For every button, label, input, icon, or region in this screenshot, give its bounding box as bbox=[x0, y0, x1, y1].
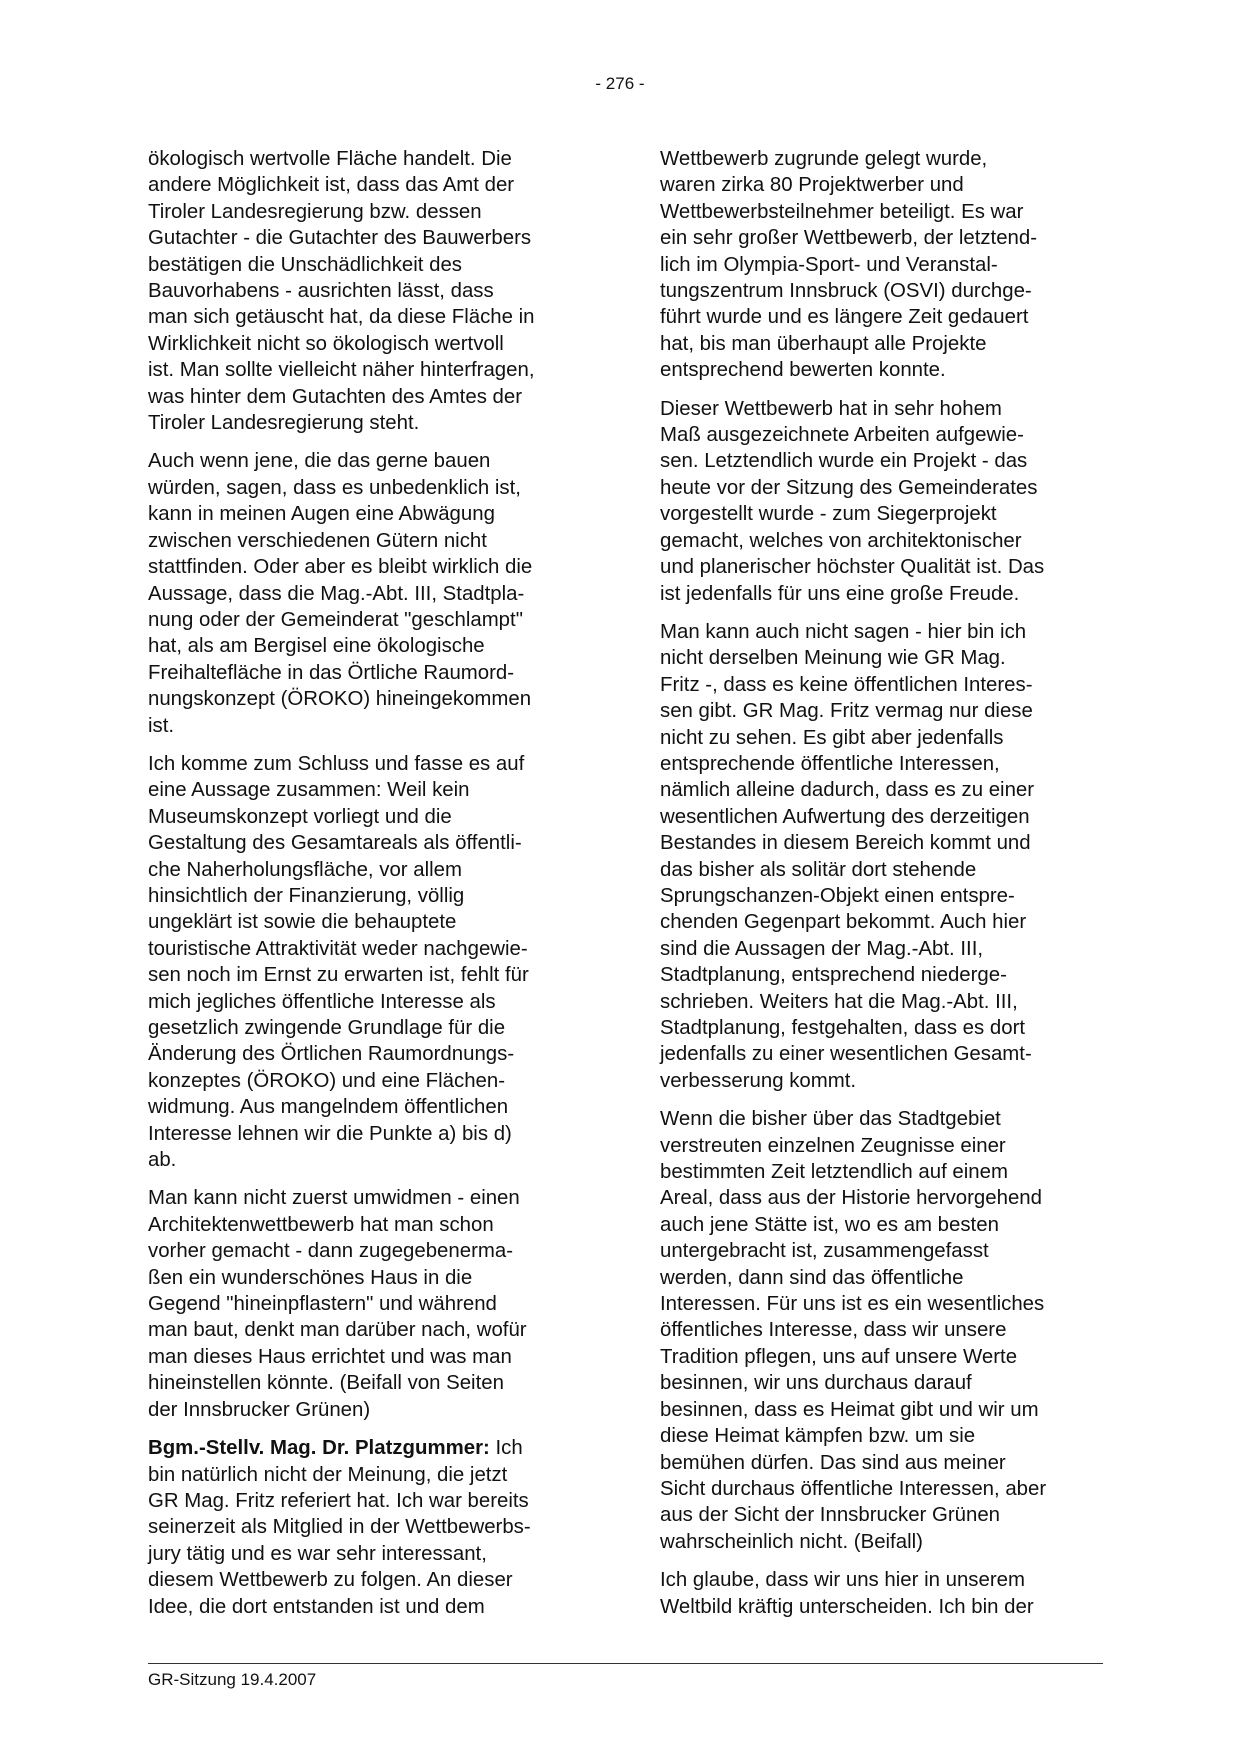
text-line: sind die Aussagen der Mag.-Abt. III, bbox=[660, 937, 984, 960]
text-line: Wirklichkeit nicht so ökologisch wertvoll bbox=[148, 332, 504, 355]
text-line: bestimmten Zeit letztendlich auf einem bbox=[660, 1161, 1008, 1184]
text-line: Areal, dass aus der Historie hervorgehend bbox=[660, 1187, 1042, 1210]
text-line: waren zirka 80 Projektwerber und bbox=[660, 174, 964, 197]
text-line: Man kann auch nicht sagen - hier bin ich bbox=[660, 620, 1027, 643]
text-line: Gutachter - die Gutachter des Bauwerbers bbox=[148, 227, 532, 250]
text-line: zwischen verschiedenen Gütern nicht bbox=[148, 529, 487, 552]
text-line: Weltbild kräftig unterscheiden. Ich bin der bbox=[660, 1595, 1034, 1618]
text-line: Man kann nicht zuerst umwidmen - einen bbox=[148, 1187, 520, 1210]
text-line: Wettbewerbsteilnehmer beteiligt. Es war bbox=[660, 200, 1024, 223]
text-line: Bauvorhabens - ausrichten lässt, dass bbox=[148, 280, 494, 303]
paragraph bbox=[660, 146, 1100, 384]
text-line: man baut, denkt man darüber nach, wofür bbox=[148, 1319, 527, 1342]
text-line: Interessen. Für uns ist es ein wesentliches bbox=[660, 1293, 1045, 1316]
text-line: hat, als am Bergisel eine ökologische bbox=[148, 635, 485, 658]
paragraph bbox=[148, 1435, 588, 1620]
text-line: heute vor der Sitzung des Gemeinderates bbox=[660, 476, 1038, 499]
text-line: bin natürlich nicht der Meinung, die jetzt bbox=[148, 1463, 508, 1486]
text-line: Idee, die dort entstanden ist und dem bbox=[148, 1595, 485, 1618]
text-line: ungeklärt ist sowie die behauptete bbox=[148, 911, 457, 934]
text-line: bestätigen die Unschädlichkeit des bbox=[148, 253, 462, 276]
text-line: tungszentrum Innsbruck (OSVI) durchge- bbox=[660, 280, 1032, 303]
text-line: nämlich alleine dadurch, dass es zu einer bbox=[660, 779, 1035, 802]
text-line: der Innsbrucker Grünen) bbox=[148, 1398, 371, 1421]
text-line: gemacht, welches von architektonischer bbox=[660, 529, 1022, 552]
text-line: auch jene Stätte ist, wo es am besten bbox=[660, 1213, 999, 1236]
text-line: jedenfalls zu einer wesentlichen Gesamt- bbox=[660, 1043, 1032, 1066]
text-line: untergebracht ist, zusammengefasst bbox=[660, 1240, 989, 1263]
page-number: - 276 - bbox=[595, 74, 645, 93]
text-line: diese Heimat kämpfen bzw. um sie bbox=[660, 1425, 976, 1448]
text-line: und planerischer höchster Qualität ist. Das bbox=[660, 556, 1045, 579]
text-line: jury tätig und es war sehr interessant, bbox=[148, 1542, 487, 1565]
text-line: vorgestellt wurde - zum Siegerprojekt bbox=[660, 503, 997, 526]
text-line: ökologisch wertvolle Fläche handelt. Die bbox=[148, 148, 512, 170]
text-line: touristische Attraktivität weder nachgewie- bbox=[148, 937, 528, 960]
text-line: Gegend "hineinpflastern" und während bbox=[148, 1293, 497, 1316]
text-line: ein sehr großer Wettbewerb, der letztend- bbox=[660, 227, 1038, 250]
text-line: GR Mag. Fritz referiert hat. Ich war bereits bbox=[148, 1489, 529, 1512]
text-line: Architektenwettbewerb hat man schon bbox=[148, 1213, 494, 1236]
text-line: sen noch im Ernst zu erwarten ist, fehlt für bbox=[148, 964, 529, 987]
text-line: widmung. Aus mangelndem öffentlichen bbox=[148, 1096, 509, 1119]
text-line: Ich glaube, dass wir uns hier in unserem bbox=[660, 1569, 1025, 1592]
text-line: man dieses Haus errichtet und was man bbox=[148, 1345, 512, 1368]
paragraph bbox=[148, 751, 588, 1174]
text-line: das bisher als solitär dort stehende bbox=[660, 858, 977, 881]
text-line: ßen ein wunderschönes Haus in die bbox=[148, 1266, 473, 1289]
text-line: sen gibt. GR Mag. Fritz vermag nur diese bbox=[660, 700, 1033, 723]
text-line: hineinstellen könnte. (Beifall von Seiten bbox=[148, 1372, 504, 1395]
footer-session-date: GR-Sitzung 19.4.2007 bbox=[148, 1670, 317, 1689]
text-line: besinnen, dass es Heimat gibt und wir um bbox=[660, 1398, 1039, 1421]
text-line: eine Aussage zusammen: Weil kein bbox=[148, 779, 470, 802]
text-line: chenden Gegenpart bekommt. Auch hier bbox=[660, 911, 1027, 934]
text-line: Interesse lehnen wir die Punkte a) bis d) bbox=[148, 1122, 512, 1145]
text-line: Stadtplanung, festgehalten, dass es dort bbox=[660, 1017, 1026, 1039]
text-line: Tiroler Landesregierung steht. bbox=[148, 412, 420, 435]
text-line bbox=[148, 1435, 588, 1461]
text-line: Maß ausgezeichnete Arbeiten aufgewie- bbox=[660, 424, 1024, 447]
text-line: nicht derselben Meinung wie GR Mag. bbox=[660, 647, 1006, 670]
text-line: wahrscheinlich nicht. (Beifall) bbox=[660, 1530, 923, 1553]
text-line: ist. Man sollte vielleicht näher hinterfragen, bbox=[148, 359, 535, 382]
text-line: nungskonzept (ÖROKO) hineingekommen bbox=[148, 688, 532, 711]
text-line: vorher gemacht - dann zugegebenerma- bbox=[148, 1240, 513, 1263]
text-line: mich jegliches öffentliche Interesse als bbox=[148, 990, 496, 1013]
text-line: entsprechend bewerten konnte. bbox=[660, 359, 946, 382]
footer-divider bbox=[148, 1663, 1103, 1664]
text-line: kann in meinen Augen eine Abwägung bbox=[148, 503, 495, 526]
text-line: Tiroler Landesregierung bzw. dessen bbox=[148, 200, 482, 223]
text-line: nung oder der Gemeinderat "geschlampt" bbox=[148, 608, 523, 631]
text-line: gesetzlich zwingende Grundlage für die bbox=[148, 1017, 506, 1039]
text-line: Wenn die bisher über das Stadtgebiet bbox=[660, 1108, 1001, 1131]
text-line: Wettbewerb zugrunde gelegt wurde, bbox=[660, 148, 988, 170]
text-line: ab. bbox=[148, 1149, 177, 1172]
text-line: Sprungschanzen-Objekt einen entspre- bbox=[660, 884, 1015, 907]
speaker-line-rest: Ich bbox=[489, 1437, 523, 1460]
text-line: Bestandes in diesem Bereich kommt und bbox=[660, 832, 1031, 855]
text-line: führt wurde und es längere Zeit gedauert bbox=[660, 306, 1029, 329]
text-line: Stadtplanung, entsprechend niederge- bbox=[660, 964, 1007, 987]
text-line: was hinter dem Gutachten des Amtes der bbox=[148, 385, 523, 408]
left-column bbox=[148, 146, 588, 1632]
text-line: sen. Letztendlich wurde ein Projekt - das bbox=[660, 450, 1028, 473]
text-line: schrieben. Weiters hat die Mag.-Abt. III, bbox=[660, 990, 1018, 1013]
text-line: andere Möglichkeit ist, dass das Amt der bbox=[148, 174, 515, 197]
text-line: stattfinden. Oder aber es bleibt wirklich die bbox=[148, 556, 533, 579]
text-line: werden, dann sind das öffentliche bbox=[660, 1266, 964, 1289]
text-line: diesem Wettbewerb zu folgen. An dieser bbox=[148, 1569, 513, 1592]
text-line: Auch wenn jene, die das gerne bauen bbox=[148, 450, 491, 473]
text-line: entsprechende öffentliche Interessen, bbox=[660, 752, 1000, 775]
text-line: Gestaltung des Gesamtareals als öffentli- bbox=[148, 832, 522, 855]
text-line: Ich komme zum Schluss und fasse es auf bbox=[148, 752, 525, 775]
text-line: Tradition pflegen, uns auf unsere Werte bbox=[660, 1345, 1018, 1368]
paragraph bbox=[660, 1567, 1100, 1620]
paragraph bbox=[660, 1106, 1100, 1555]
paragraph bbox=[148, 448, 588, 738]
paragraph bbox=[660, 619, 1100, 1094]
text-line: nicht zu sehen. Es gibt aber jedenfalls bbox=[660, 726, 1004, 749]
speaker-name: Bgm.-Stellv. Mag. Dr. Platzgummer: bbox=[148, 1437, 490, 1460]
text-line: seinerzeit als Mitglied in der Wettbewerbs- bbox=[148, 1516, 531, 1539]
text-line: Museumskonzept vorliegt und die bbox=[148, 805, 452, 828]
text-line: ist jedenfalls für uns eine große Freude. bbox=[660, 582, 1020, 605]
text-line: verbesserung kommt. bbox=[660, 1069, 857, 1092]
text-line: che Naherholungsfläche, vor allem bbox=[148, 858, 462, 881]
text-line: verstreuten einzelnen Zeugnisse einer bbox=[660, 1134, 1006, 1157]
text-line: Sicht durchaus öffentliche Interessen, aber bbox=[660, 1477, 1047, 1500]
text-line: Aussage, dass die Mag.-Abt. III, Stadtpla- bbox=[148, 582, 525, 605]
text-line: lich im Olympia-Sport- und Veranstal- bbox=[660, 253, 998, 276]
text-line: Änderung des Örtlichen Raumordnungs- bbox=[148, 1043, 515, 1066]
text-line: bemühen dürfen. Das sind aus meiner bbox=[660, 1451, 1006, 1474]
text-line: öffentliches Interesse, dass wir unsere bbox=[660, 1319, 1007, 1342]
text-line: konzeptes (ÖROKO) und eine Flächen- bbox=[148, 1069, 506, 1092]
text-line: besinnen, wir uns durchaus darauf bbox=[660, 1372, 972, 1395]
text-line: hat, bis man überhaupt alle Projekte bbox=[660, 332, 987, 355]
text-line: würden, sagen, dass es unbedenklich ist, bbox=[148, 476, 521, 499]
paragraph bbox=[660, 396, 1100, 607]
text-line: wesentlichen Aufwertung des derzeitigen bbox=[660, 805, 1030, 828]
text-line: ist. bbox=[148, 714, 175, 737]
text-line: man sich getäuscht hat, da diese Fläche in bbox=[148, 306, 535, 329]
text-line: aus der Sicht der Innsbrucker Grünen bbox=[660, 1504, 1001, 1527]
text-line: hinsichtlich der Finanzierung, völlig bbox=[148, 884, 465, 907]
text-line: Fritz -, dass es keine öffentlichen Interes- bbox=[660, 673, 1033, 696]
text-line: Dieser Wettbewerb hat in sehr hohem bbox=[660, 397, 1002, 420]
paragraph bbox=[148, 146, 588, 436]
paragraph bbox=[148, 1185, 588, 1423]
text-line: Freihaltefläche in das Örtliche Raumord- bbox=[148, 661, 515, 684]
right-column bbox=[660, 146, 1100, 1632]
